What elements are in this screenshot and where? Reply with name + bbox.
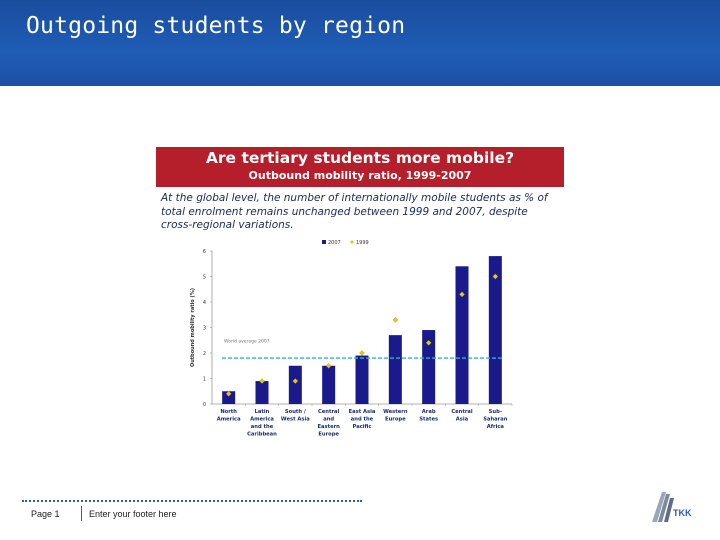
x-tick-label: Europe	[318, 431, 339, 438]
slide-header	[0, 0, 720, 86]
logo-text: TKK	[673, 508, 692, 518]
x-tick-label: North	[220, 409, 237, 415]
x-tick-label: Saharan	[483, 416, 508, 423]
bar-2007	[456, 266, 469, 404]
x-tick-label: South /	[284, 409, 306, 415]
y-tick-label: 1	[202, 376, 206, 383]
x-tick-label: Eastern	[317, 424, 340, 430]
footer-separator	[81, 506, 82, 521]
legend-swatch-2007	[322, 240, 326, 244]
bar-2007	[356, 356, 369, 404]
x-tick-label: and the	[250, 424, 274, 430]
x-tick-label: Pacific	[352, 424, 372, 430]
y-tick-label: 5	[202, 274, 206, 281]
x-tick-label: and	[323, 416, 335, 423]
x-tick-label: Arab	[421, 409, 436, 415]
banner-title: Are tertiary students more mobile?	[205, 149, 515, 167]
x-tick-label: Latin	[254, 409, 270, 415]
x-tick-label: Central	[317, 409, 340, 415]
x-tick-label: East Asia	[348, 409, 376, 415]
legend-label-1999: 1999	[356, 240, 369, 246]
bar-2007	[256, 381, 269, 404]
x-tick-label: Western	[383, 409, 408, 415]
x-tick-label: Sub-	[488, 409, 502, 415]
slide-title: Outgoing students by region	[26, 13, 406, 39]
x-tick-label: West Asia	[280, 416, 310, 423]
legend-marker-1999	[350, 240, 354, 244]
y-tick-label: 6	[202, 249, 206, 255]
x-tick-label: America	[250, 416, 274, 423]
bar-2007	[289, 366, 302, 404]
y-tick-label: 0	[202, 402, 206, 408]
footer-page-number: Page 1	[31, 509, 60, 519]
x-tick-label: and the	[350, 416, 374, 423]
x-tick-label: Africa	[486, 424, 504, 430]
x-tick-label: Central	[451, 409, 473, 415]
world-average-label: World average 2007	[224, 339, 270, 345]
y-axis-label: Outbound mobility ratio (%)	[190, 287, 196, 368]
x-tick-label: Asia	[455, 416, 469, 423]
bar-2007	[322, 366, 335, 404]
y-tick-label: 4	[202, 300, 206, 306]
banner-subtitle: Outbound mobility ratio, 1999-2007	[248, 169, 472, 182]
chart-caption: At the global level, the number of internationally mobile students as % of total enrolment remains unchanged between 1999 and 2007, despite cross-regional variations.	[161, 192, 548, 231]
mobility-bar-chart	[180, 238, 520, 443]
footer-text: Enter your footer here	[89, 509, 177, 519]
chart-banner	[156, 147, 564, 187]
y-tick-label: 3	[202, 325, 206, 332]
marker-1999	[359, 350, 364, 355]
x-tick-label: America	[216, 416, 241, 423]
legend-label-2007: 2007	[328, 240, 341, 246]
bar-2007	[389, 335, 402, 404]
marker-1999	[393, 317, 398, 322]
x-tick-label: Caribbean	[247, 431, 277, 438]
x-tick-label: Europe	[385, 416, 406, 423]
x-tick-label: States	[419, 416, 439, 423]
footer-divider	[22, 500, 362, 502]
y-tick-label: 2	[202, 351, 206, 357]
